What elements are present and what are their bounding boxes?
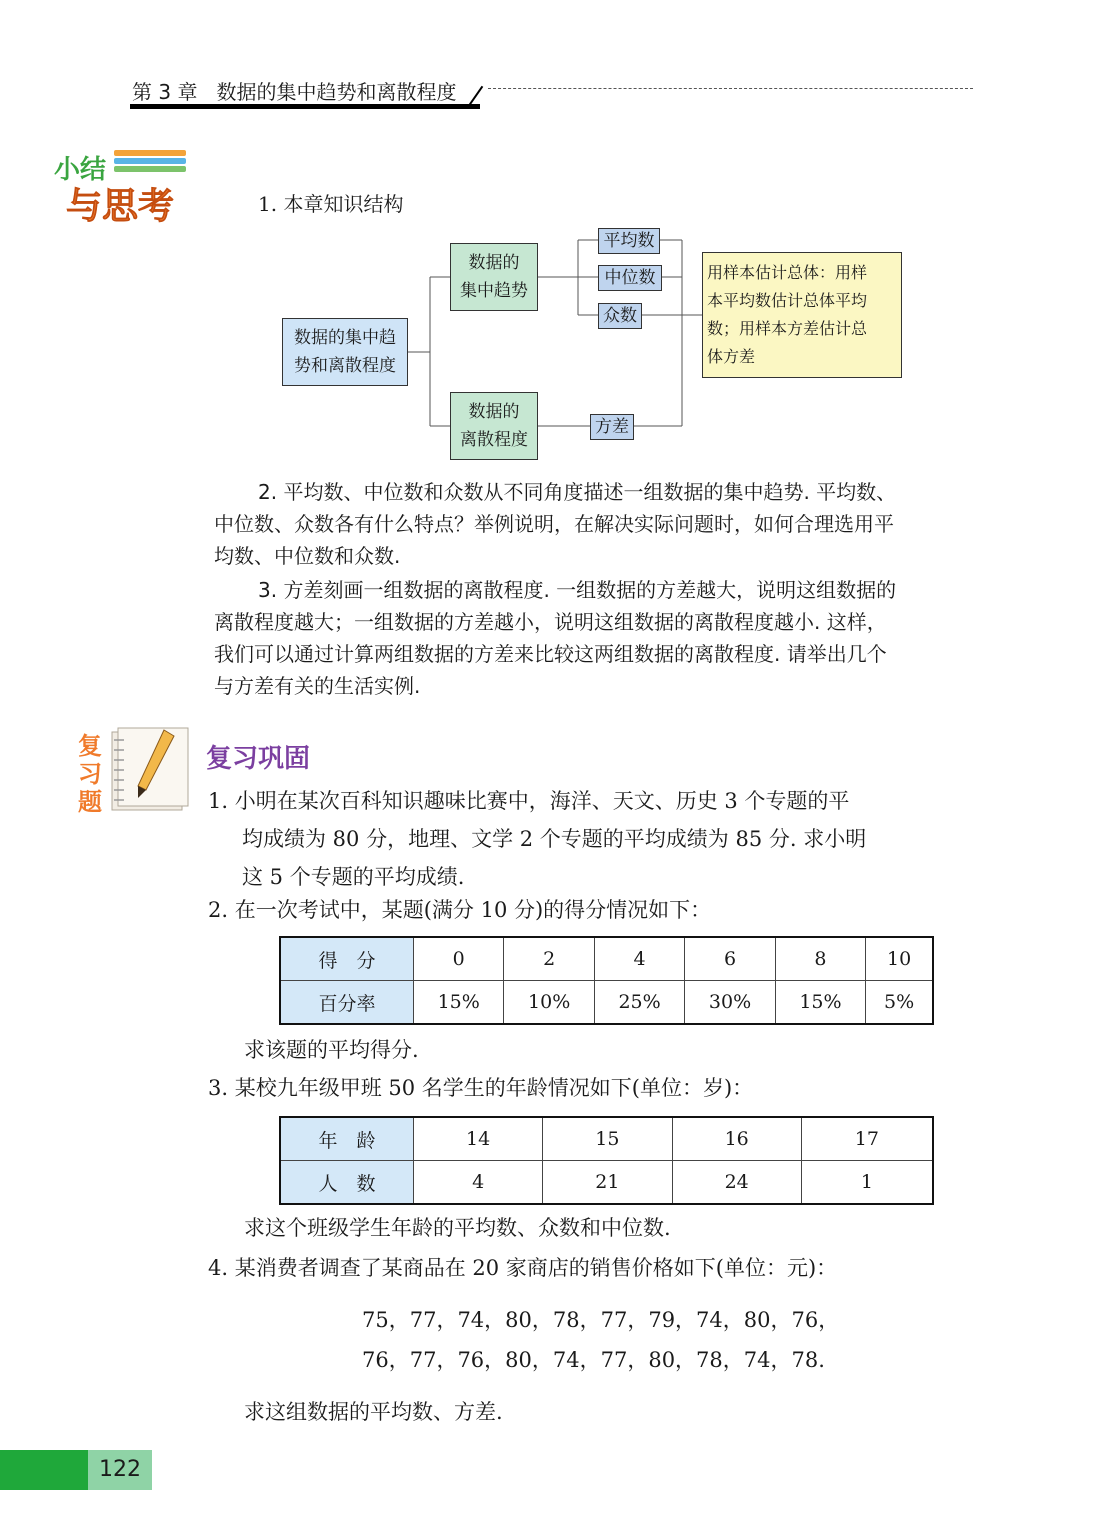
central-line1: 数据的 (468, 253, 520, 273)
score-cell: 10 (866, 937, 933, 981)
score-header: 得 分 (280, 937, 414, 981)
count-cell: 4 (414, 1161, 543, 1205)
diagram-result-box (702, 252, 902, 378)
q1-line3: 这 5 个专题的平均成绩. (242, 865, 465, 889)
p2-line2: 中位数、众数各有什么特点？举例说明，在解决实际问题时，如何合理选用平 (214, 512, 894, 536)
question-3-ask: 求这个班级学生年龄的平均数、众数和中位数. (244, 1216, 671, 1240)
result-line4: 体方差 (707, 347, 756, 366)
badge-summary-line2: 与思考 (66, 186, 175, 227)
question-2-ask: 求该题的平均得分. (244, 1038, 419, 1062)
score-cell: 0 (414, 937, 504, 981)
diagram-leaf-median: 中位数 (598, 265, 662, 291)
count-row (280, 1161, 933, 1205)
rate-header: 百分率 (280, 981, 414, 1025)
rate-cell: 30% (685, 981, 775, 1025)
score-cell: 8 (775, 937, 865, 981)
price-list-line1: 75，77，74，80，78，77，79，74，80，76， (362, 1308, 840, 1332)
p3-line3: 我们可以通过计算两组数据的方差来比较这两组数据的离散程度. 请举出几个 (214, 642, 887, 666)
dispersion-line1: 数据的 (468, 402, 520, 422)
question-1 (208, 782, 988, 896)
q1-line2: 均成绩为 80 分，地理、文学 2 个专题的平均成绩为 85 分. 求小明 (242, 827, 867, 851)
score-cell: 6 (685, 937, 775, 981)
age-table (279, 1116, 934, 1205)
diagram-dispersion-box (450, 392, 538, 460)
p3-line2: 离散程度越大；一组数据的方差越小，说明这组数据的离散程度越小. 这样， (214, 610, 887, 634)
chapter-header: 第 3 章 数据的集中趋势和离散程度 (132, 80, 457, 104)
review-badge-line3: 题 (78, 788, 102, 816)
rate-cell: 15% (414, 981, 504, 1025)
diagram-root-box (282, 318, 408, 386)
result-line2: 本平均数估计总体平均 (707, 291, 868, 310)
question-4: 4. 某消费者调查了某商品在 20 家商店的销售价格如下(单位：元)： (208, 1256, 838, 1280)
score-cell: 2 (504, 937, 594, 981)
diagram-leaf-variance: 方差 (590, 414, 634, 440)
diagram-central-box (450, 243, 538, 311)
q1-line1: 1. 小明在某次百科知识趣味比赛中，海洋、天文、历史 3 个专题的平 (208, 789, 850, 813)
badge-summary-line1: 小结 (54, 155, 107, 185)
review-title: 复习巩固 (206, 744, 311, 774)
rate-cell: 5% (866, 981, 933, 1025)
page-number: 122 (99, 1457, 141, 1482)
question-4-ask: 求这组数据的平均数、方差. (244, 1400, 503, 1424)
p2-line1: 2. 平均数、中位数和众数从不同角度描述一组数据的集中趋势. 平均数、 (258, 480, 897, 504)
central-line2: 集中趋势 (460, 281, 528, 301)
price-list-line2: 76，77，76，80，74，77，80，78，74，78. (362, 1348, 825, 1372)
knowledge-structure-heading: 1. 本章知识结构 (258, 192, 404, 216)
result-line1: 用样本估计总体：用样 (707, 263, 868, 282)
review-badge-line2: 习 (78, 760, 102, 788)
count-cell: 1 (801, 1161, 933, 1205)
footer-green-bar (0, 1450, 88, 1490)
age-cell: 14 (414, 1117, 543, 1161)
review-badge-icon (74, 726, 194, 816)
p3-line1: 3. 方差刻画一组数据的离散程度. 一组数据的方差越大，说明这组数据的 (258, 578, 897, 602)
diagram-leaf-mean: 平均数 (598, 228, 660, 254)
p2-line3: 均数、中位数和众数. (214, 544, 401, 568)
rate-cell: 15% (775, 981, 865, 1025)
age-header: 年 龄 (280, 1117, 414, 1161)
paragraph-2 (214, 476, 984, 572)
root-line2: 势和离散程度 (294, 356, 396, 376)
rate-cell: 10% (504, 981, 594, 1025)
question-3: 3. 某校九年级甲班 50 名学生的年龄情况如下(单位：岁)： (208, 1076, 754, 1100)
age-cell: 17 (801, 1117, 933, 1161)
count-header: 人 数 (280, 1161, 414, 1205)
rate-cell: 25% (594, 981, 684, 1025)
review-badge-line1: 复 (78, 732, 102, 760)
paragraph-3 (214, 574, 984, 702)
count-cell: 24 (672, 1161, 801, 1205)
root-line1: 数据的集中趋 (294, 328, 396, 348)
score-table (279, 936, 934, 1025)
diagram-leaf-mode: 众数 (598, 303, 642, 329)
count-cell: 21 (543, 1161, 672, 1205)
score-row (280, 937, 933, 981)
diagram-connectors (0, 0, 1093, 480)
result-line3: 数；用样本方差估计总 (707, 319, 868, 338)
age-cell: 15 (543, 1117, 672, 1161)
dispersion-line2: 离散程度 (460, 430, 528, 450)
p3-line4: 与方差有关的生活实例. (214, 674, 421, 698)
age-row (280, 1117, 933, 1161)
age-cell: 16 (672, 1117, 801, 1161)
rate-row (280, 981, 933, 1025)
question-2: 2. 在一次考试中，某题(满分 10 分)的得分情况如下： (208, 898, 712, 922)
score-cell: 4 (594, 937, 684, 981)
